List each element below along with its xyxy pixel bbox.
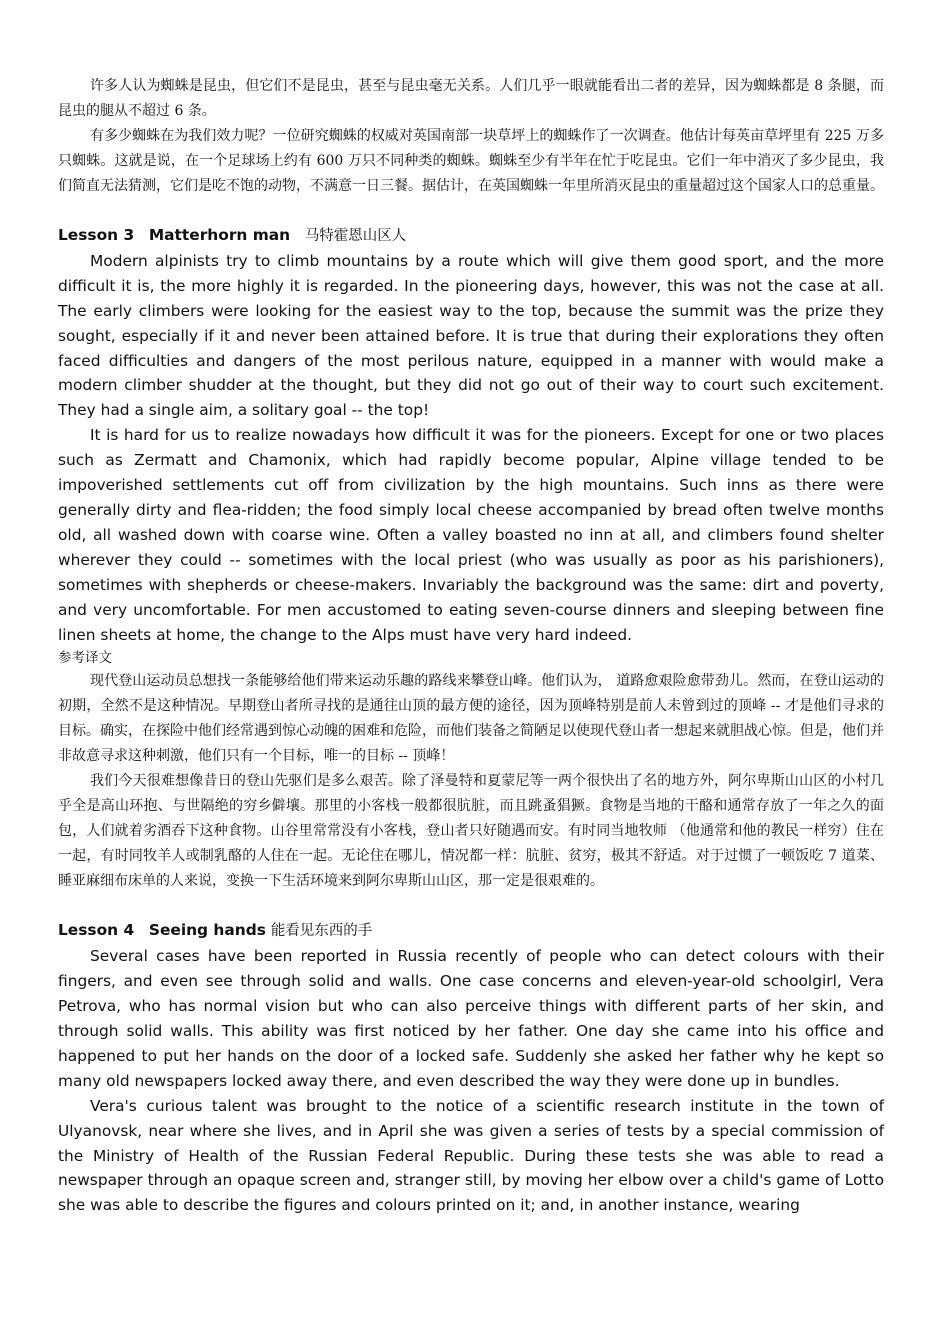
section-gap <box>58 894 884 918</box>
lesson4-title: Seeing hands <box>148 921 266 940</box>
lesson3-translation-2: 我们今天很难想像昔日的登山先驱们是多么艰苦。除了泽曼特和夏蒙尼等一两个很快出了名的地方外，阿尔卑斯山山区的小村几乎全是高山环抱、与世隔绝的穷乡僻壤。那里的小客栈一般都很肮脏，而且跳蚤猖獗。食物是当地的干酪和通常存放了一年之久的面包，人们就着劣酒吞下这种食物。山谷里常常没有小客栈，登山者只好随遇而安。有时同当地牧师 （他通常和他的教民一样穷）住在一起，有时同牧羊人或制乳酪的人住在一起。无论住在哪儿，情况都一样：肮脏、贫穷，极其不舒适。对于过惯了一顿饭吃 7 道菜、睡亚麻细布床单的人来说，变换一下生活环境来到阿尔卑斯山山区，那一定是很艰难的。 <box>58 773 884 890</box>
lesson3-title: Matterhorn man <box>148 226 291 244</box>
lesson4-paragraph-2: Vera's curious talent was brought to the notice of a scientific research institute in the town of Ulyanovsk, near where she lives, and in April she was given a series of tests by a special commission of the Ministry of Health of the Russian Federal Republic. During these tests she was able to read a newspaper through an opaque screen and, stranger still, by moving her elbow over a child's game of Lotto she was able to describe the figures and colours printed on it; and, in another instance, wearing <box>58 1096 884 1215</box>
intro-zh-paragraph-2: 有多少蜘蛛在为我们效力呢？一位研究蜘蛛的权威对英国南部一块草坪上的蜘蛛作了一次调查。他估计每英亩草坪里有 225 万多只蜘蛛。这就是说，在一个足球场上约有 600 万只不同种类的蜘蛛。蜘蛛至少有半年在忙于吃昆虫。它们一年中消灭了多少昆虫，我们简直无法猜测，它们是吃不饱的动物，不满意一日三餐。据估计，在英国蜘蛛一年里所消灭昆虫的重量超过这个国家人口的总重量。 <box>58 128 884 194</box>
lesson4-title-zh: 能看见东西的手 <box>270 923 373 940</box>
lesson3-translation-1: 现代登山运动员总想找一条能够给他们带来运动乐趣的路线来攀登山峰。他们认为， 道路愈艰险愈带劲儿。然而，在登山运动的初期，全然不是这种情况。早期登山者所寻找的是通往山顶的最方便的途径，因为顶峰特别是前人未曾到过的顶峰 -- 才是他们寻求的目标。确实，在探险中他们经常遇到惊心动魄的困难和危险，而他们装备之简陋足以使现代登山者一想起来就胆战心惊。但是，他们并非故意寻求这种刺激，他们只有一个目标，唯一的目标 -- 顶峰！ <box>58 673 884 765</box>
lesson4-heading <box>58 918 884 944</box>
lesson3-translation-label: 参考译文 <box>58 650 112 667</box>
lesson3-paragraph-1: Modern alpinists try to climb mountains by a route which will give them good sport, and the more difficult it is, the more highly it is regarded. In the pioneering days, however, this was not the case at all. The early climbers were looking for the easiest way to the top, because the summit was the prize they sought, especially if it and never been attained before. It is true that during their explorations they often faced difficulties and dangers of the most perilous nature, equipped in a manner with would make a modern climber shudder at the thought, but they did not go out of their way to court such excitement. They had a single aim, a solitary goal -- the top! <box>58 251 884 420</box>
lesson3-number: Lesson 3 <box>58 226 135 244</box>
section-gap <box>58 199 884 223</box>
lesson3-heading <box>58 223 884 249</box>
document-page <box>58 74 884 1218</box>
lesson3-paragraph-2: It is hard for us to realize nowadays how difficult it was for the pioneers. Except for one or two places such as Zermatt and Chamonix, which had rapidly become popular, Alpine village tended to be impoverished settlements cut off from civilization by the high mountains. Such inns as there were generally dirty and flea-ridden; the food simply local cheese accompanied by bread often twelve months old, all washed down with coarse wine. Often a valley boasted no inn at all, and climbers found shelter wherever they could -- sometimes with the local priest (who was usually as poor as his parishioners), sometimes with shepherds or cheese-makers. Invariably the background was the same: dirt and poverty, and very uncomfortable. For men accustomed to eating seven-course dinners and sleeping between fine linen sheets at home, the change to the Alps must have very hard indeed. <box>58 426 884 644</box>
lesson4-number: Lesson 4 <box>58 921 135 940</box>
lesson3-title-zh: 马特霍恩山区人 <box>304 228 407 244</box>
lesson4-paragraph-1: Several cases have been reported in Russia recently of people who can detect colours with their fingers, and even see through solid and walls. One case concerns and eleven-year-old schoolgirl, Vera Petrova, who has normal vision but who can also perceive things with different parts of her skin, and through solid walls. This ability was first noticed by her father. One day she came into his office and happened to put her hands on the door of a locked safe. Suddenly she asked her father why he kept so many old newspapers locked away there, and even described the way they were done up in bundles. <box>58 947 884 1090</box>
intro-zh-paragraph-1: 许多人认为蜘蛛是昆虫，但它们不是昆虫，甚至与昆虫毫无关系。人们几乎一眼就能看出二者的差异，因为蜘蛛都是 8 条腿，而昆虫的腿从不超过 6 条。 <box>58 78 884 119</box>
